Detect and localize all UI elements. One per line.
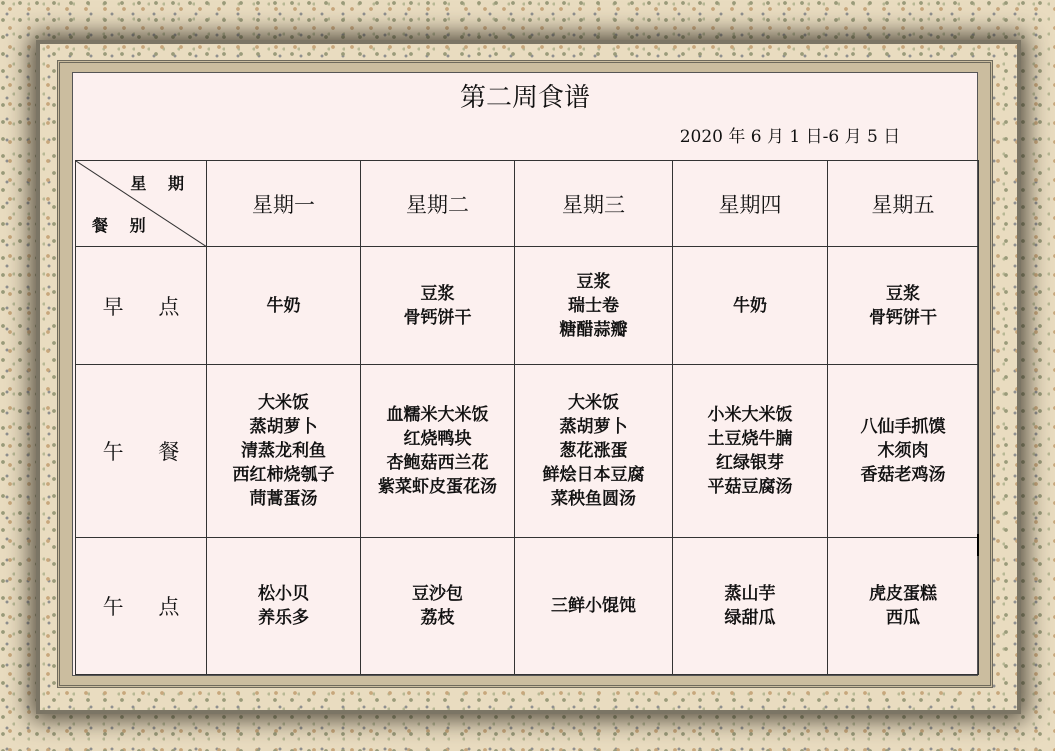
food-item: 葱花涨蛋 (559, 441, 628, 461)
meal-label: 午 餐 (76, 365, 207, 538)
food-item: 养乐多 (258, 608, 309, 628)
food-cell (361, 247, 515, 365)
food-item: 大米饭 (568, 393, 619, 413)
food-item: 豆沙包 (412, 584, 463, 604)
food-item: 豆浆 (420, 283, 455, 304)
food-item: 蒸胡萝卜 (249, 417, 318, 437)
food-item: 糖醋蒜瓣 (559, 319, 628, 340)
food-item: 三鲜小馄饨 (551, 596, 636, 616)
corner-meal-label: 餐 别 (92, 216, 154, 235)
food-cell (673, 538, 828, 675)
food-cell (828, 247, 979, 365)
food-item: 香菇老鸡汤 (860, 465, 946, 485)
food-item: 豆浆 (886, 283, 920, 304)
food-item: 大米饭 (258, 393, 309, 413)
food-item: 蒸山芋 (724, 584, 776, 604)
food-item: 骨钙饼干 (403, 307, 472, 328)
food-item: 绿甜瓜 (724, 608, 776, 628)
food-cell (515, 538, 673, 675)
day-header: 星期三 (515, 161, 673, 247)
menu-table (75, 160, 979, 675)
food-item: 八仙手抓馍 (860, 417, 946, 437)
food-item: 菜秧鱼圆汤 (551, 489, 636, 509)
food-item: 红烧鸭块 (403, 429, 472, 449)
food-item: 红绿银芽 (716, 453, 784, 473)
food-item: 鲜烩日本豆腐 (542, 465, 645, 485)
meal-label: 早 点 (76, 247, 207, 365)
page-title: 第二周食谱 (459, 83, 590, 113)
food-item: 小米大米饭 (707, 405, 793, 425)
meal-row-lunch (76, 365, 979, 538)
food-cell (207, 365, 361, 538)
day-header: 星期二 (361, 161, 515, 247)
food-cell (207, 247, 361, 365)
food-item: 土豆烧牛腩 (707, 429, 793, 449)
food-item: 杏鲍菇西兰花 (386, 453, 489, 473)
meal-label: 午 点 (76, 538, 207, 675)
header-row (76, 161, 979, 247)
food-cell (361, 365, 515, 538)
day-header: 星期一 (207, 161, 361, 247)
food-cell (515, 365, 673, 538)
food-cell (673, 365, 828, 538)
food-cell (361, 538, 515, 675)
day-header: 星期四 (673, 161, 828, 247)
food-item: 茼蒿蛋汤 (249, 489, 318, 509)
food-item: 清蒸龙利鱼 (241, 441, 326, 461)
food-cell (207, 538, 361, 675)
food-item: 豆浆 (576, 271, 611, 292)
food-item: 牛奶 (733, 295, 767, 316)
corner-day-label: 星 期 (130, 174, 192, 193)
meal-row-afternoon-snack (76, 538, 979, 675)
food-item: 虎皮蛋糕 (869, 584, 937, 604)
meal-row-breakfast (76, 247, 979, 365)
food-item: 平菇豆腐汤 (707, 477, 793, 497)
food-item: 骨钙饼干 (869, 307, 937, 328)
food-item: 牛奶 (266, 295, 301, 316)
text-cursor (977, 534, 979, 556)
food-item: 紫菜虾皮蛋花汤 (378, 477, 497, 497)
food-item: 荔枝 (420, 608, 455, 628)
corner-header-cell (76, 161, 207, 247)
food-item: 西红柿烧瓠子 (232, 465, 335, 485)
food-item: 西瓜 (886, 608, 920, 628)
food-cell (515, 247, 673, 365)
date-range: 2020 年 6 月 1 日-6 月 5 日 (679, 127, 901, 147)
food-cell (828, 538, 979, 675)
food-item: 蒸胡萝卜 (559, 417, 628, 437)
day-header: 星期五 (828, 161, 979, 247)
food-item: 瑞士卷 (568, 295, 619, 316)
food-item: 木须肉 (877, 441, 929, 461)
food-item: 松小贝 (258, 584, 309, 604)
food-cell (673, 247, 828, 365)
food-cell (828, 365, 979, 538)
food-item: 血糯米大米饭 (386, 405, 489, 425)
